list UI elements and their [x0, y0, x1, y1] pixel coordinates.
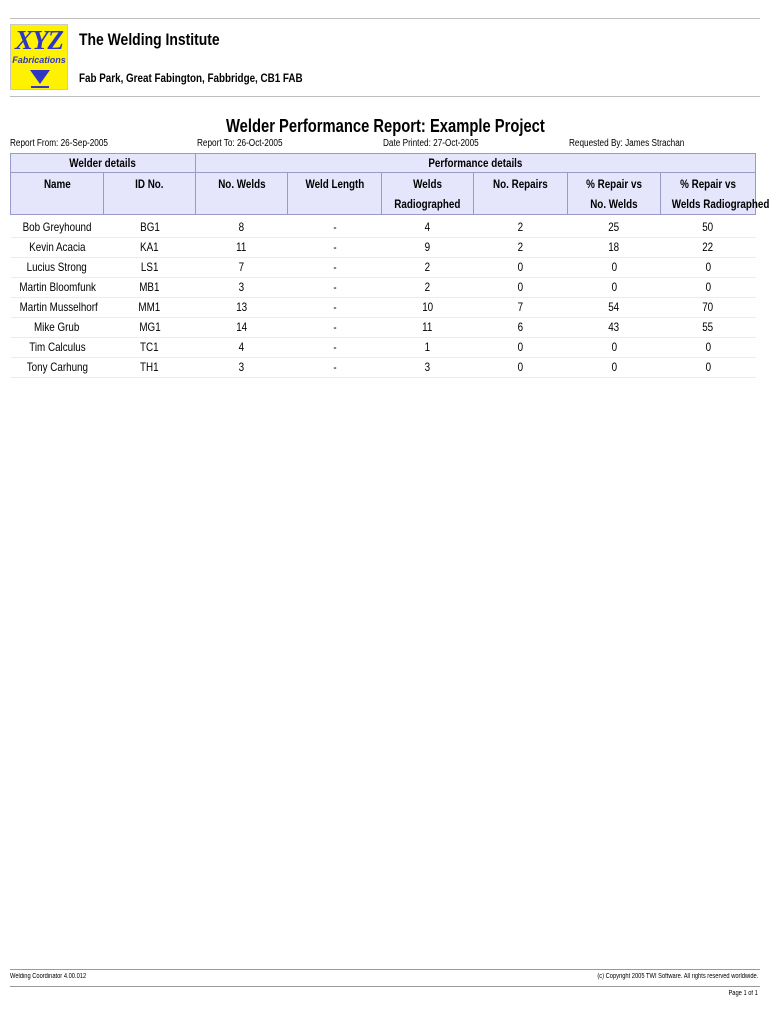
cell-weld-length: -	[288, 238, 382, 258]
table-row	[11, 258, 756, 278]
cell-repair-vs-welds: 0	[568, 258, 661, 278]
group-header-performance-details: Performance details	[196, 154, 756, 173]
cell-id: MM1	[104, 298, 196, 318]
cell-repair-vs-radiographed: 0	[661, 278, 756, 298]
column-header-repair-vs-welds: % Repair vs No. Welds	[568, 173, 661, 215]
welder-performance-table	[10, 153, 770, 378]
cell-welds-radiographed: 9	[382, 238, 474, 258]
cell-name: Tim Calculus	[11, 338, 104, 358]
column-header-no-welds: No. Welds	[196, 173, 288, 215]
cell-no-repairs: 0	[474, 278, 568, 298]
requested-by: Requested By: James Strachan	[569, 138, 685, 149]
table-row	[11, 318, 756, 338]
cell-repair-vs-welds: 43	[568, 318, 661, 338]
cell-no-repairs: 2	[474, 218, 568, 238]
cell-no-welds: 3	[196, 358, 288, 378]
column-header-welds-radiographed: Welds Radiographed	[382, 173, 474, 215]
table-row	[11, 238, 756, 258]
cell-repair-vs-radiographed: 0	[661, 258, 756, 278]
company-logo	[10, 24, 68, 90]
cell-welds-radiographed: 1	[382, 338, 474, 358]
cell-name: Lucius Strong	[11, 258, 104, 278]
logo-xyz-text: XYZ	[15, 25, 63, 55]
cell-weld-length: -	[288, 278, 382, 298]
cell-no-repairs: 0	[474, 338, 568, 358]
page-number: Page 1 of 1	[728, 990, 758, 997]
cell-repair-vs-radiographed: 50	[661, 218, 756, 238]
cell-no-repairs: 0	[474, 258, 568, 278]
cell-no-welds: 14	[196, 318, 288, 338]
group-header-welder-details: Welder details	[11, 154, 196, 173]
cell-no-welds: 7	[196, 258, 288, 278]
cell-repair-vs-radiographed: 0	[661, 358, 756, 378]
cell-repair-vs-radiographed: 70	[661, 298, 756, 318]
cell-no-welds: 13	[196, 298, 288, 318]
footer-divider	[10, 969, 760, 970]
cell-id: MG1	[104, 318, 196, 338]
cell-id: TH1	[104, 358, 196, 378]
cell-welds-radiographed: 10	[382, 298, 474, 318]
column-header-name: Name	[11, 173, 104, 215]
cell-no-repairs: 6	[474, 318, 568, 338]
cell-no-repairs: 2	[474, 238, 568, 258]
cell-welds-radiographed: 2	[382, 258, 474, 278]
cell-repair-vs-welds: 18	[568, 238, 661, 258]
column-header-row	[11, 173, 756, 215]
cell-repair-vs-welds: 0	[568, 358, 661, 378]
report-title: Welder Performance Report: Example Project	[225, 116, 545, 136]
table-row	[11, 278, 756, 298]
cell-welds-radiographed: 2	[382, 278, 474, 298]
cell-weld-length: -	[288, 298, 382, 318]
cell-repair-vs-welds: 0	[568, 338, 661, 358]
cell-no-repairs: 0	[474, 358, 568, 378]
cell-weld-length: -	[288, 258, 382, 278]
company-address: Fab Park, Great Fabington, Fabbridge, CB1 FAB	[79, 71, 303, 85]
logo-fabrications-text: Fabrications	[12, 55, 66, 65]
cell-welds-radiographed: 3	[382, 358, 474, 378]
column-header-id-no: ID No.	[104, 173, 196, 215]
cell-no-welds: 8	[196, 218, 288, 238]
cell-welds-radiographed: 11	[382, 318, 474, 338]
top-divider	[10, 18, 760, 19]
cell-id: LS1	[104, 258, 196, 278]
column-header-repair-vs-radiographed: % Repair vs Welds Radiographed	[661, 173, 756, 215]
cell-name: Kevin Acacia	[11, 238, 104, 258]
cell-no-welds: 4	[196, 338, 288, 358]
cell-name: Martin Bloomfunk	[11, 278, 104, 298]
cell-repair-vs-radiographed: 55	[661, 318, 756, 338]
cell-repair-vs-radiographed: 0	[661, 338, 756, 358]
cell-no-welds: 11	[196, 238, 288, 258]
cell-no-repairs: 7	[474, 298, 568, 318]
column-header-no-repairs: No. Repairs	[474, 173, 568, 215]
column-header-weld-length: Weld Length	[288, 173, 382, 215]
company-name: The Welding Institute	[79, 30, 220, 49]
cell-repair-vs-welds: 0	[568, 278, 661, 298]
cell-id: MB1	[104, 278, 196, 298]
cell-repair-vs-radiographed: 22	[661, 238, 756, 258]
table-row	[11, 358, 756, 378]
cell-name: Martin Musselhorf	[11, 298, 104, 318]
cell-name: Tony Carhung	[11, 358, 104, 378]
header-divider	[10, 96, 760, 97]
cell-id: BG1	[104, 218, 196, 238]
footer-software-version: Welding Coordinator 4.00.012	[10, 973, 87, 980]
footer-divider-lower	[10, 986, 760, 987]
cell-weld-length: -	[288, 338, 382, 358]
footer-copyright: (c) Copyright 2005 TWI Software. All rights reserved worldwide.	[596, 973, 758, 980]
cell-id: TC1	[104, 338, 196, 358]
cell-welds-radiographed: 4	[382, 218, 474, 238]
group-header-row	[11, 154, 756, 173]
table-row	[11, 218, 756, 238]
date-printed: Date Printed: 27-Oct-2005	[383, 138, 479, 149]
cell-name: Bob Greyhound	[11, 218, 104, 238]
cell-weld-length: -	[288, 318, 382, 338]
report-to: Report To: 26-Oct-2005	[197, 138, 283, 149]
cell-name: Mike Grub	[11, 318, 104, 338]
report-from: Report From: 26-Sep-2005	[10, 138, 109, 149]
cell-no-welds: 3	[196, 278, 288, 298]
cell-id: KA1	[104, 238, 196, 258]
table-row	[11, 298, 756, 318]
cell-weld-length: -	[288, 358, 382, 378]
cell-repair-vs-welds: 54	[568, 298, 661, 318]
logo-weld-icon	[29, 69, 51, 89]
cell-repair-vs-welds: 25	[568, 218, 661, 238]
cell-weld-length: -	[288, 218, 382, 238]
table-row	[11, 338, 756, 358]
